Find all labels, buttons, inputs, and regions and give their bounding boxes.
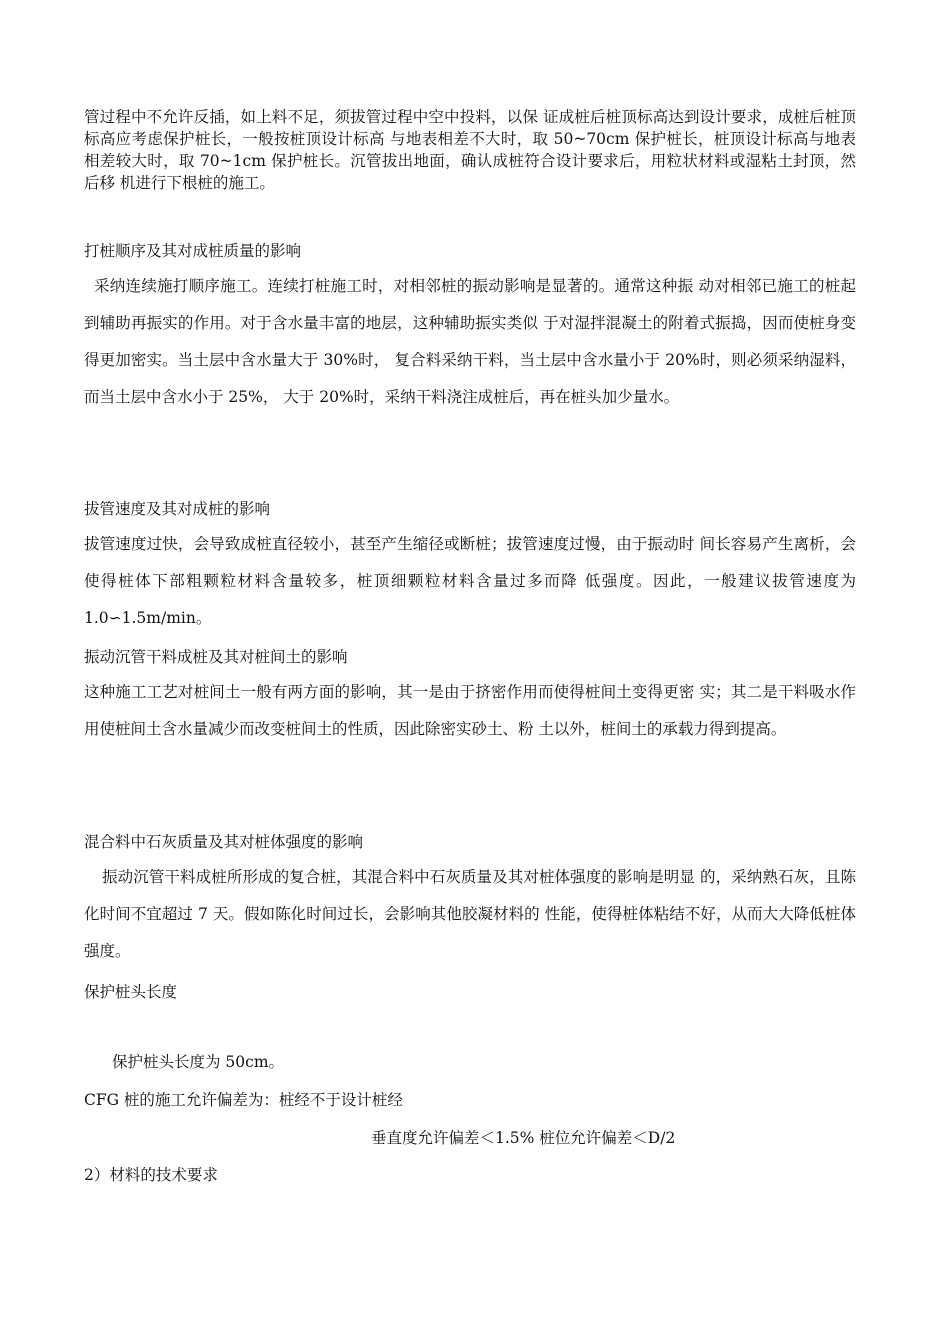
heading-material-requirements: 2）材料的技术要求 bbox=[84, 1166, 218, 1184]
paragraph-dry-material: 这种施工工艺对桩间土一般有两方面的影响，其一是由于挤密作用而使得桩间土变得更密 实；其二是干料吸水作用使桩间土含水量减少而改变桩间土的性质，因此除密实砂土、粉 土以外，桩间土的承载力得到提高。 bbox=[84, 683, 856, 738]
heading-pull-speed: 拔管速度及其对成桩的影响 bbox=[84, 500, 271, 518]
heading-dry-material: 振动沉管干料成桩及其对桩间土的影响 bbox=[84, 648, 348, 666]
paragraph-pile-sequence: 采纳连续施打顺序施工。连续打桩施工时，对相邻桩的振动影响是显著的。通常这种振 动对相邻已施工的桩起到辅助再振实的作用。对于含水量丰富的地层，这种辅助振实类似 于对湿拌混凝土的附着式振捣，因而使桩身变得更加密实。当土层中含水量大于 30%时， 复合料采纳干料，当土层中含水量小于 20%时，则必须采纳湿料，而当土层中含水小于 25%， 大于 20%时，采纳干料浇注成桩后，再在桩头加少量水。 bbox=[84, 277, 856, 406]
paragraph-lime-quality: 振动沉管干料成桩所形成的复合桩，其混合料中石灰质量及其对桩体强度的影响是明显 的，采纳熟石灰，且陈化时间不宜超过 7 天。假如陈化时间过长，会影响其他胶凝材料的 性能，使得桩体粘结不好，从而大大降低桩体强度。 bbox=[84, 868, 856, 960]
heading-pile-head-length: 保护桩头长度 bbox=[84, 983, 178, 1001]
paragraph-pull-speed: 拔管速度过快，会导致成桩直径较小，甚至产生缩径或断桩；拔管速度过慢，由于振动时 间长容易产生离析，会使得桩体下部粗颗粒材料含量较多，桩顶细颗粒材料含量过多而降 低强度。因此，一般建议拔管速度为 1.0∽1.5m/min。 bbox=[84, 535, 856, 627]
heading-pile-sequence: 打桩顺序及其对成桩质量的影响 bbox=[84, 242, 302, 260]
paragraph-pile-head-length: 保护桩头长度为 50cm。 bbox=[112, 1053, 285, 1071]
paragraph-tolerance-values: 垂直度允许偏差＜1.5% 桩位允许偏差＜D/2 bbox=[371, 1129, 676, 1147]
paragraph-construction-note: 管过程中不允许反插，如上料不足，须拔管过程中空中投料，以保 证成桩后桩顶标高达到设计要求，成桩后桩顶标高应考虑保护桩长，一般按桩顶设计标高 与地表相差不大时，取 50~70cm 保护桩长，桩顶设计标高与地表相差较大时，取 70~1cm 保护桩长。沉管拔出地面，确认成桩符合设计要求后，用粒状材料或湿粘土封顶，然后移 机进行下根桩的施工。 bbox=[84, 108, 856, 192]
heading-lime-quality: 混合料中石灰质量及其对桩体强度的影响 bbox=[84, 833, 364, 851]
paragraph-cfg-tolerance: CFG 桩的施工允许偏差为：桩经不于设计桩经 bbox=[84, 1091, 403, 1109]
